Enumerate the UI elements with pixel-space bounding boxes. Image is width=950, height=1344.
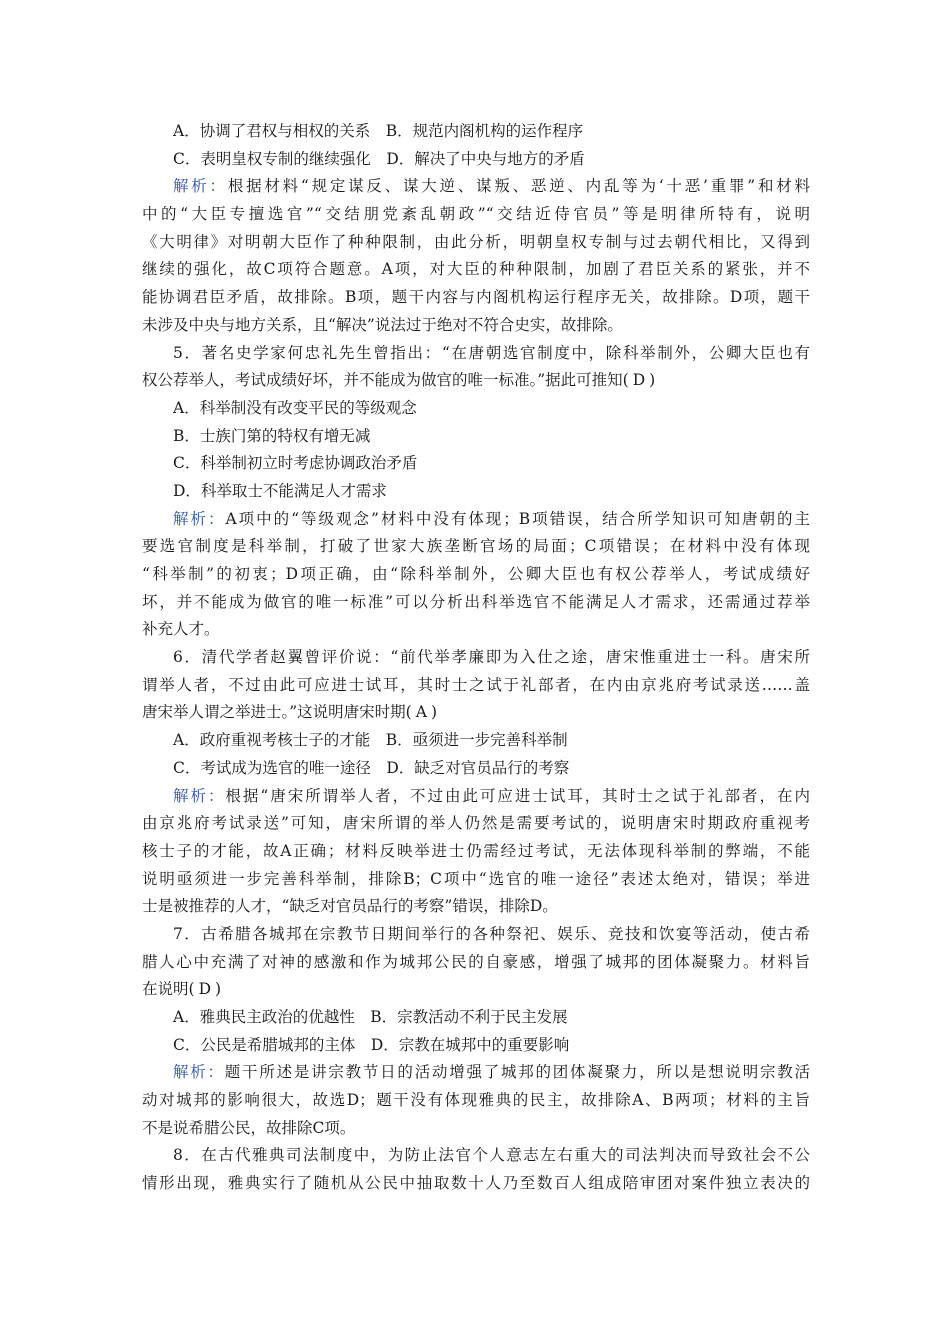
q8-stem-line: 8．在古代雅典司法制度中，为防止法官个人意志左右重大的司法判决而导致社会不公 [173, 1146, 810, 1165]
q4-analysis-line: 继续的强化，故C项符合题意。A项，对大臣的种种限制，加剧了君臣关系的紧张，并不 [142, 260, 810, 279]
q5-analysis-line: 要选官制度是科举制，打破了世家大族垄断官场的局面；C项错误；在材料中没有体现 [142, 537, 810, 556]
q5-stem-close: ) [649, 371, 656, 390]
analysis-text: A项中的“等级观念”材料中没有体现；B项错误，结合所学知识可知唐朝的主 [225, 509, 810, 528]
analysis-label: 解析： [173, 177, 228, 196]
q7-analysis-line: 动对城邦的影响很大，故选D；题干没有体现雅典的民主，故排除A、B两项；材料的主旨 [142, 1091, 810, 1110]
q7-stem-line: 腊人心中充满了对神的感激和作为城邦公民的自豪感，增强了城邦的团体凝聚力。材料旨 [142, 952, 810, 971]
q4-options-ab: A．协调了君权与相权的关系 B．规范内阁机构的运作程序 [173, 122, 584, 140]
q6-answer: A [415, 703, 427, 722]
q4-analysis-line: 能协调君臣矛盾，故排除。B项，题干内容与内阁机构运行程序无关，故排除。D项，题干 [142, 288, 810, 307]
q6-analysis-line: 核士子的才能，故A正确；材料反映举进士仍需经过考试，无法体现科举制的弊端，不能 [142, 841, 810, 860]
q5-analysis-line: 补充人才。 [142, 620, 220, 639]
q5-option-d: D．科举取士不能满足人才需求 [173, 481, 387, 500]
q7-analysis-line [142, 1059, 810, 1087]
analysis-text: 根据材料“规定谋反、谋大逆、谋叛、恶逆、内乱等为‘十恶’重罪”和材料 [227, 177, 810, 196]
q6-stem-text: 唐宋举人谓之举进士。”这说明唐宋时期( [142, 703, 412, 722]
q7-answer: D [198, 980, 211, 999]
q5-stem-text: 权公荐举人，考试成绩好坏，并不能成为做官的唯一标准。”据此可推知( [142, 371, 629, 390]
q5-analysis-line: “科举制”的初衷；D项正确，由“除科举制外，公卿大臣也有权公荐举人，考试成绩好 [142, 565, 810, 583]
q5-stem-line: 5．著名史学家何忠礼先生曾指出：“在唐朝选官制度中，除科举制外，公卿大臣也有 [173, 343, 810, 362]
q7-options-ab: A．雅典民主政治的优越性 B．宗教活动不利于民主发展 [173, 1008, 568, 1026]
analysis-label: 解析： [173, 786, 226, 805]
q5-option-c: C．科举制初立时考虑协调政治矛盾 [173, 454, 418, 473]
q7-analysis-line: 不是说希腊公民，故排除C项。 [142, 1118, 356, 1137]
q4-options-cd: C．表明皇权专制的继续强化 D．解决了中央与地方的矛盾 [173, 149, 585, 168]
q6-options-cd: C．考试成为选官的唯一途径 D．缺乏对官员品行的考察 [173, 758, 570, 777]
analysis-text: 根据“唐宋所谓举人者，不过由此可应进士试耳，其时士之试于礼部者，在内 [225, 786, 810, 805]
q7-stem-text: 在说明( [142, 980, 195, 999]
q6-analysis-line: 士是被推荐的人才，“缺乏对官员品行的考察”错误，排除D。 [142, 897, 558, 916]
q5-analysis-line [142, 506, 810, 534]
q5-stem-line [142, 367, 810, 395]
q6-stem-close: ) [430, 703, 437, 722]
q6-analysis-line [142, 783, 810, 811]
q6-stem-line: 谓举人者，不过由此可应进士试耳，其时士之试于礼部者，在内由京兆府考试录送……盖 [142, 675, 810, 694]
q7-stem-line [142, 976, 810, 1004]
q4-analysis-line: 中的“大臣专擅选官”“交结朋党紊乱朝政”“交结近侍官员”等是明律所特有，说明 [142, 205, 810, 224]
q5-analysis-line: 坏，并不能成为做官的唯一标准”可以分析出科举选官不能满足人才需求，还需通过荐举 [142, 592, 810, 611]
q4-analysis-line: 《大明律》对明朝大臣作了种种限制，由此分析，明朝皇权专制与过去朝代相比，又得到 [142, 232, 810, 251]
q6-stem-line: 6．清代学者赵翼曾评价说：“前代举孝廉即为入仕之途，唐宋惟重进士一科。唐宋所 [173, 648, 810, 667]
q6-analysis-line: 说明亟须进一步完善科举制，排除B；C项中“选官的唯一途径”表述太绝对，错误；举进 [142, 869, 810, 888]
analysis-text: 题干所述是讲宗教节日的活动增强了城邦的团体凝聚力，所以是想说明宗教活 [224, 1063, 810, 1082]
q5-answer: D [632, 371, 646, 390]
q7-stem-close: ) [215, 980, 222, 999]
q4-analysis-line [142, 173, 810, 201]
q4-analysis-line: 未涉及中央与地方关系，且“解决”说法过于绝对不符合史实，故排除。 [142, 315, 623, 334]
q7-options-cd: C．公民是希腊城邦的主体 D．宗教在城邦中的重要影响 [173, 1035, 570, 1054]
q5-option-b: B．士族门第的特权有增无减 [173, 426, 371, 445]
q6-options-ab: A．政府重视考核士子的才能 B．亟须进一步完善科举制 [173, 731, 568, 750]
q6-analysis-line: 由京兆府考试录送”可知，唐宋所谓的举人仍然是需要考试的，说明唐宋时期政府重视考 [142, 814, 810, 833]
q8-stem-line: 情形出现，雅典实行了随机从公民中抽取数十人乃至数百人组成陪审团对案件独立表决的 [142, 1174, 810, 1193]
q6-stem-line [142, 699, 810, 727]
analysis-label: 解析： [173, 1063, 225, 1082]
analysis-label: 解析： [173, 509, 226, 528]
q7-stem-line: 7．古希腊各城邦在宗教节日期间举行的各种祭祀、娱乐、竞技和饮宴等活动，使古希 [173, 924, 810, 943]
document-content [142, 118, 810, 1198]
q5-option-a: A．科举制没有改变平民的等级观念 [173, 398, 417, 417]
